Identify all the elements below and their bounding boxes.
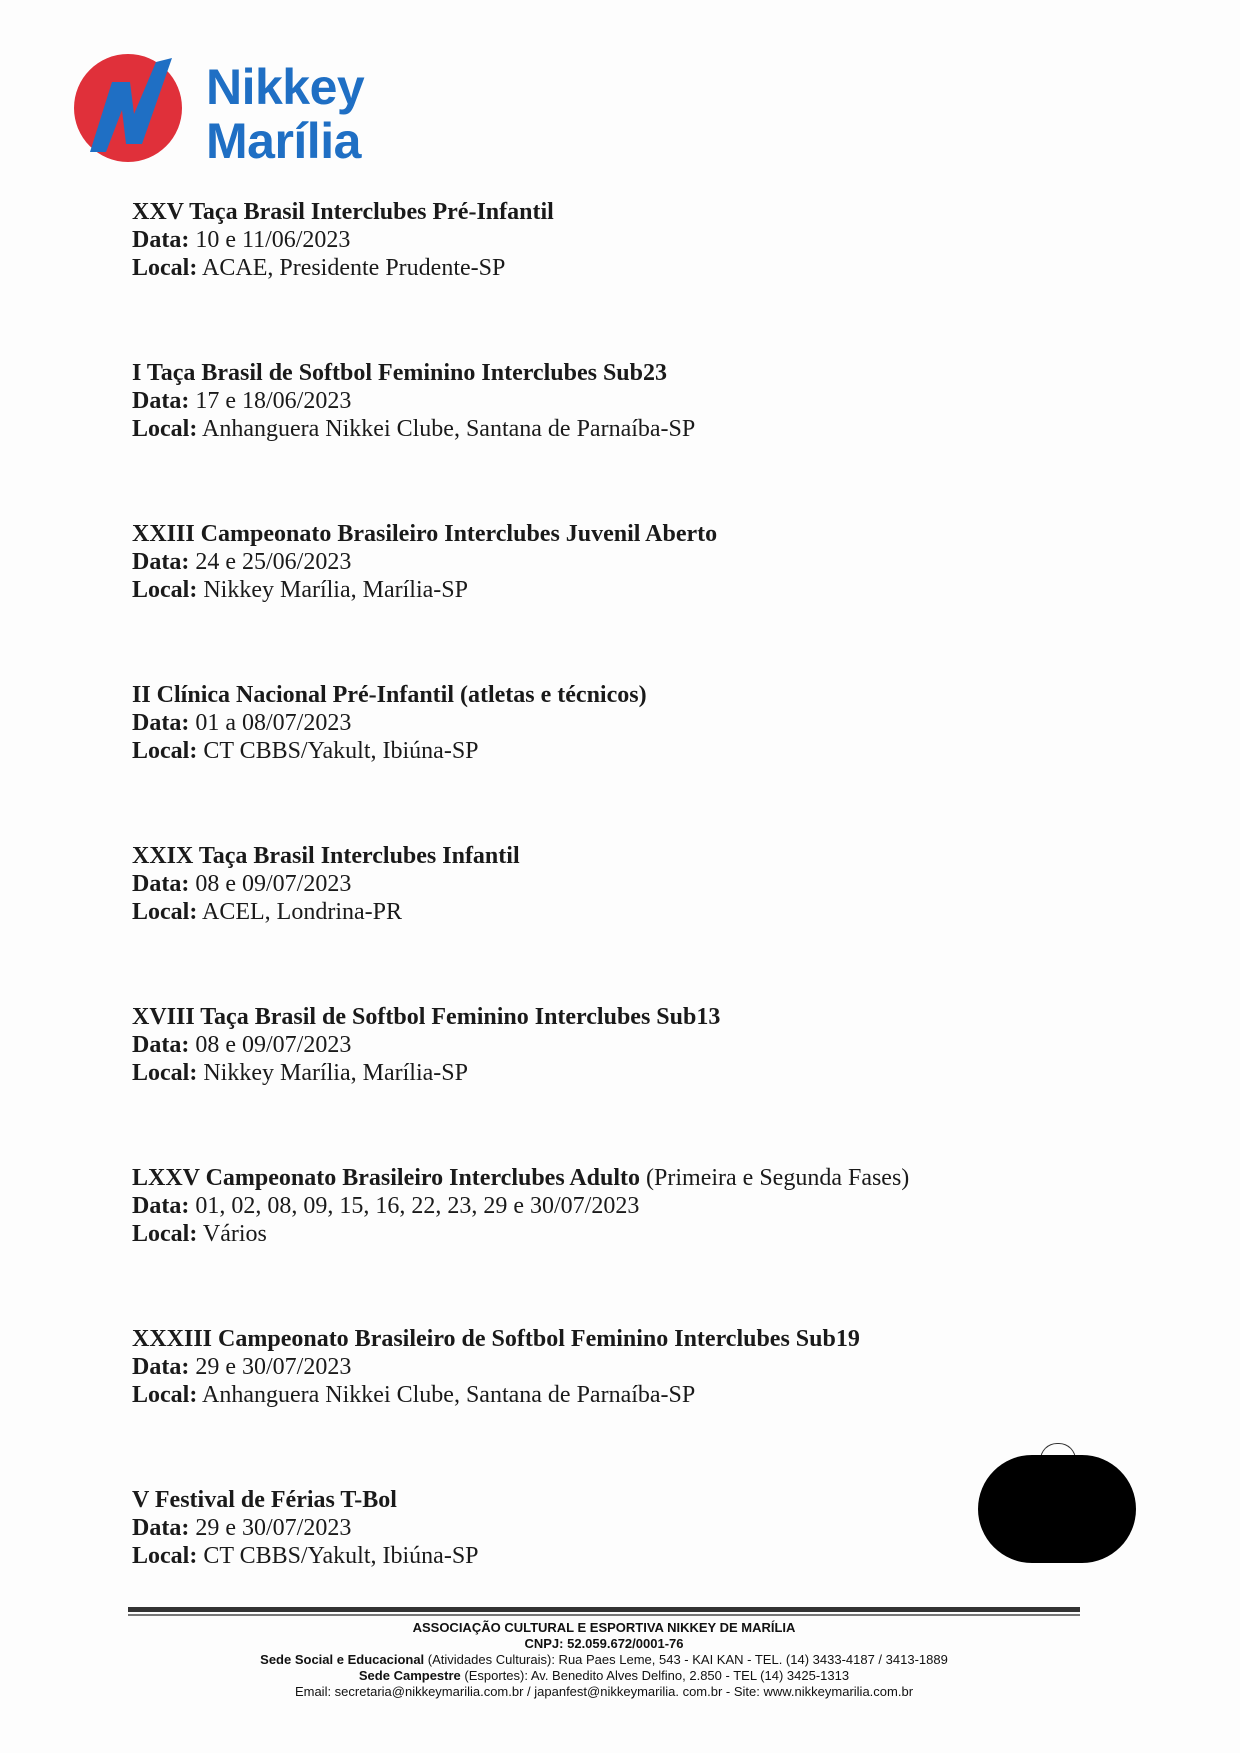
event-location: Local: Anhanguera Nikkei Clube, Santana de Parnaíba-SP (132, 1382, 696, 1408)
footer-org-name: ASSOCIAÇÃO CULTURAL E ESPORTIVA NIKKEY DE MARÍLIA (412, 1620, 796, 1635)
event-title: XXIX Taça Brasil Interclubes Infantil (132, 843, 520, 869)
logo-emblem-icon (72, 52, 202, 172)
event-item (132, 681, 1132, 765)
event-title: II Clínica Nacional Pré-Infantil (atletas e técnicos) (132, 682, 647, 708)
event-location: Local: Vários (132, 1221, 267, 1247)
event-date: Data: 17 e 18/06/2023 (132, 388, 352, 414)
letterhead-footer (128, 1620, 1080, 1700)
event-date: Data: 29 e 30/07/2023 (132, 1354, 352, 1380)
event-date: Data: 01, 02, 08, 09, 15, 16, 22, 23, 29 e 30/07/2023 (132, 1193, 640, 1219)
footer-sede-campestre: Sede Campestre (Esportes): Av. Benedito Alves Delfino, 2.850 - TEL (14) 3425-1313 (358, 1668, 850, 1683)
event-date: Data: 29 e 30/07/2023 (132, 1515, 352, 1541)
event-location: Local: Nikkey Marília, Marília-SP (132, 577, 468, 603)
event-date: Data: 10 e 11/06/2023 (132, 227, 351, 253)
event-item (132, 1325, 1132, 1409)
event-item (132, 1003, 1132, 1087)
event-title: XXXIII Campeonato Brasileiro de Softbol Feminino Interclubes Sub19 (132, 1326, 860, 1352)
event-item (132, 1164, 1132, 1248)
event-item (132, 198, 1132, 282)
event-title: XVIII Taça Brasil de Softbol Feminino Interclubes Sub13 (132, 1004, 721, 1030)
event-location: Local: ACEL, Londrina-PR (132, 899, 402, 925)
footer-divider-thin (128, 1614, 1080, 1616)
event-date: Data: 24 e 25/06/2023 (132, 549, 352, 575)
event-location: Local: Nikkey Marília, Marília-SP (132, 1060, 468, 1086)
footer-sede-social: Sede Social e Educacional (Atividades Culturais): Rua Paes Leme, 543 - KAI KAN - TEL. (14) 3433-4187 / 3413-1889 (260, 1652, 948, 1667)
event-item (132, 359, 1132, 443)
footer-cnpj: CNPJ: 52.059.672/0001-76 (524, 1636, 684, 1651)
event-location: Local: Anhanguera Nikkei Clube, Santana de Parnaíba-SP (132, 416, 696, 442)
event-date: Data: 08 e 09/07/2023 (132, 1032, 352, 1058)
event-title: XXV Taça Brasil Interclubes Pré-Infantil (132, 199, 554, 225)
event-date: Data: 01 a 08/07/2023 (132, 710, 352, 736)
event-item (132, 520, 1132, 604)
redaction-blob (978, 1455, 1136, 1563)
footer-contact: Email: secretaria@nikkeymarilia.com.br / japanfest@nikkeymarilia. com.br - Site: www.nikkeymarilia.com.br (294, 1684, 914, 1699)
event-location: Local: CT CBBS/Yakult, Ibiúna-SP (132, 738, 479, 764)
logo-line-2: Marília (206, 113, 361, 169)
event-location: Local: CT CBBS/Yakult, Ibiúna-SP (132, 1543, 479, 1569)
logo-line-1: Nikkey (206, 59, 365, 115)
event-item (132, 842, 1132, 926)
nikkey-marilia-logo (72, 52, 392, 182)
event-location: Local: ACAE, Presidente Prudente-SP (132, 255, 506, 281)
footer-divider (128, 1607, 1080, 1612)
event-title: V Festival de Férias T-Bol (132, 1487, 397, 1513)
event-title: XXIII Campeonato Brasileiro Interclubes Juvenil Aberto (132, 521, 718, 547)
event-title: I Taça Brasil de Softbol Feminino Interclubes Sub23 (132, 360, 667, 386)
event-date: Data: 08 e 09/07/2023 (132, 871, 352, 897)
logo-wordmark (206, 59, 365, 169)
event-title: LXXV Campeonato Brasileiro Interclubes Adulto (Primeira e Segunda Fases) (132, 1165, 910, 1191)
